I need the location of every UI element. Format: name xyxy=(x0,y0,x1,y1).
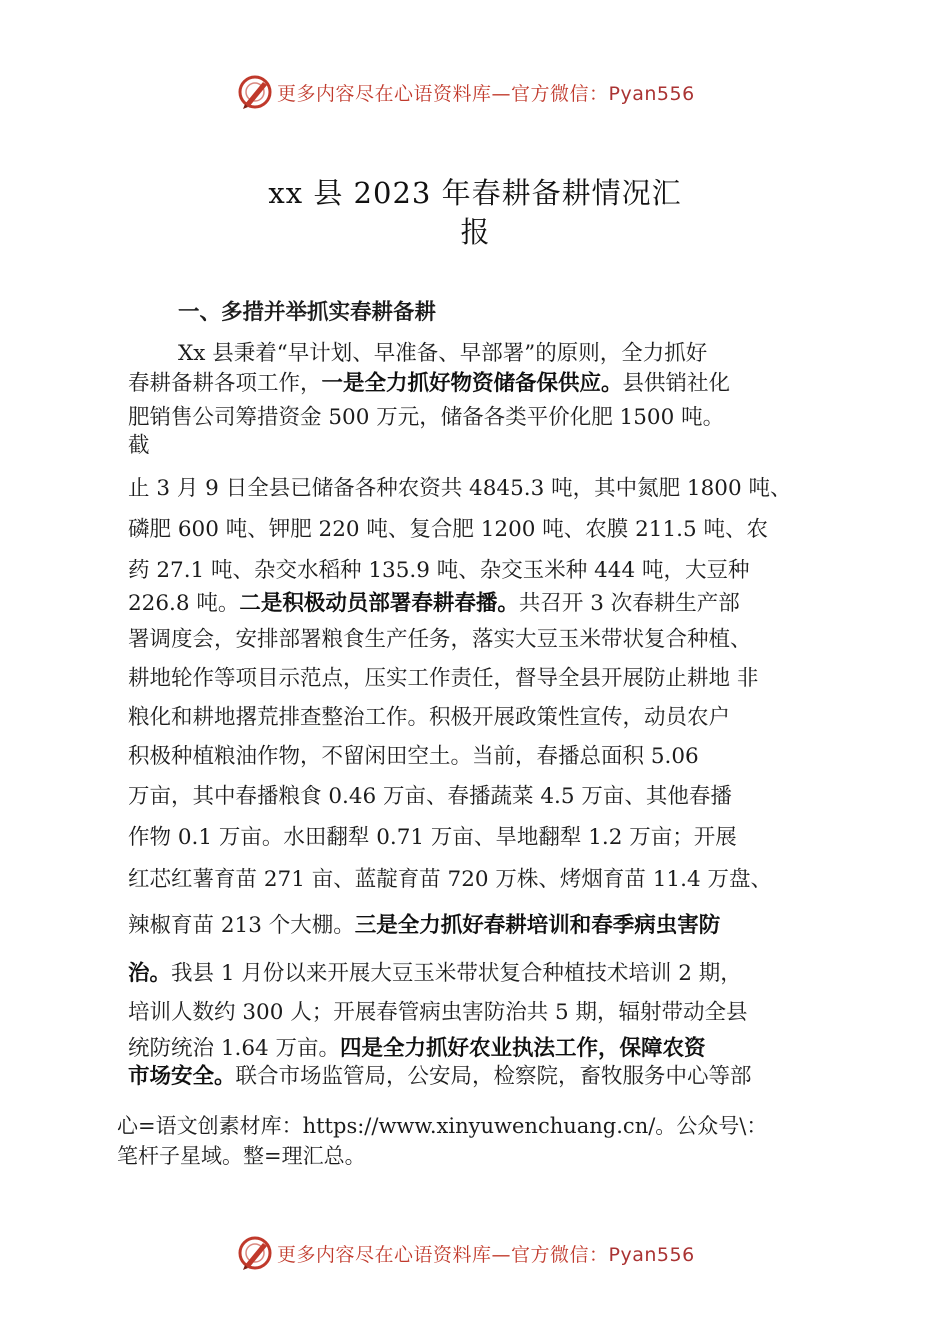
body-line: 万亩，其中春播粮食 0.46 万亩、春播蔬菜 4.5 万亩、其他春播 xyxy=(128,784,732,809)
document-title-line-2: 报 xyxy=(460,215,490,249)
key-point-3-end: 治。 xyxy=(128,961,172,986)
body-line xyxy=(128,1035,706,1063)
key-point-1: 一是全力抓好物资储备保供应。 xyxy=(321,371,623,396)
body-text: 县供销社化 xyxy=(622,371,731,396)
body-line: 粮化和耕地撂荒排查整治工作。积极开展政策性宣传，动员农户 xyxy=(128,705,731,730)
body-line: 止 3 月 9 日全县已储备各种农资共 4845.3 吨，其中氮肥 1800 吨、 xyxy=(128,476,792,501)
body-line xyxy=(128,590,740,618)
body-line xyxy=(128,960,742,988)
body-line: 药 27.1 吨、杂交水稻种 135.9 吨、杂交玉米种 444 吨，大豆种 xyxy=(128,558,750,583)
source-note-line-2: 笔杆子星域。整=理汇总。 xyxy=(117,1144,366,1168)
watermark-text xyxy=(277,79,695,106)
key-point-3: 三是全力抓好春耕培训和春季病虫害防 xyxy=(354,913,721,938)
watermark-banner-bottom xyxy=(0,1233,950,1273)
watermark-label: 更多内容尽在心语资料库—官方微信： xyxy=(277,83,609,105)
watermark-banner-top xyxy=(0,72,950,112)
key-point-4-end: 市场安全。 xyxy=(128,1064,236,1089)
body-line xyxy=(128,912,720,940)
body-line: 截 xyxy=(128,433,150,458)
watermark-text xyxy=(277,1240,695,1267)
body-text: 226.8 吨。 xyxy=(128,591,240,616)
source-note-line-1: 心=语文创素材库：https://www.xinyuwenchuang.cn/。公众号\： xyxy=(117,1114,768,1138)
body-text: 我县 1 月份以来开展大豆玉米带状复合种植技术培训 2 期， xyxy=(171,961,742,986)
body-text: 统防统治 1.64 万亩。 xyxy=(128,1036,341,1061)
watermark-label: 更多内容尽在心语资料库—官方微信： xyxy=(277,1244,609,1266)
section-heading: 一、多措并举抓实春耕备耕 xyxy=(178,300,437,325)
body-line: 红芯红薯育苗 271 亩、蓝靛育苗 720 万株、烤烟育苗 11.4 万盘、 xyxy=(128,867,772,892)
watermark-wechat-id: Pyan556 xyxy=(608,1244,695,1266)
body-line xyxy=(128,370,730,398)
pen-logo-icon xyxy=(237,74,273,110)
body-line: 肥销售公司筹措资金 500 万元，储备各类平价化肥 1500 吨。 xyxy=(128,405,725,430)
body-line: 培训人数约 300 人；开展春管病虫害防治共 5 期，辐射带动全县 xyxy=(128,1000,748,1025)
body-text: 联合市场监管局，公安局，检察院，畜牧服务中心等部 xyxy=(235,1064,752,1089)
document-title-line-1: xx 县 2023 年春耕备耕情况汇 xyxy=(268,176,682,210)
body-text: 春耕备耕各项工作， xyxy=(128,371,322,396)
body-text: 共召开 3 次春耕生产部 xyxy=(518,591,740,616)
key-point-2: 二是积极动员部署春耕春播。 xyxy=(239,591,519,616)
key-point-4: 四是全力抓好农业执法工作，保障农资 xyxy=(340,1036,706,1061)
body-line xyxy=(128,1063,752,1091)
body-line: Xx 县秉着“早计划、早准备、早部署”的原则，全力抓好 xyxy=(178,341,708,366)
body-line: 耕地轮作等项目示范点，压实工作责任，督导全县开展防止耕地 非 xyxy=(128,666,759,691)
body-line: 署调度会，安排部署粮食生产任务，落实大豆玉米带状复合种植、 xyxy=(128,627,752,652)
body-text: 辣椒育苗 213 个大棚。 xyxy=(128,913,355,938)
body-line: 积极种植粮油作物，不留闲田空土。当前，春播总面积 5.06 xyxy=(128,744,699,769)
watermark-wechat-id: Pyan556 xyxy=(608,83,695,105)
body-line: 磷肥 600 吨、钾肥 220 吨、复合肥 1200 吨、农膜 211.5 吨、农 xyxy=(128,517,769,542)
body-line: 作物 0.1 万亩。水田翻犁 0.71 万亩、旱地翻犁 1.2 万亩；开展 xyxy=(128,825,737,850)
pen-logo-icon xyxy=(237,1235,273,1271)
